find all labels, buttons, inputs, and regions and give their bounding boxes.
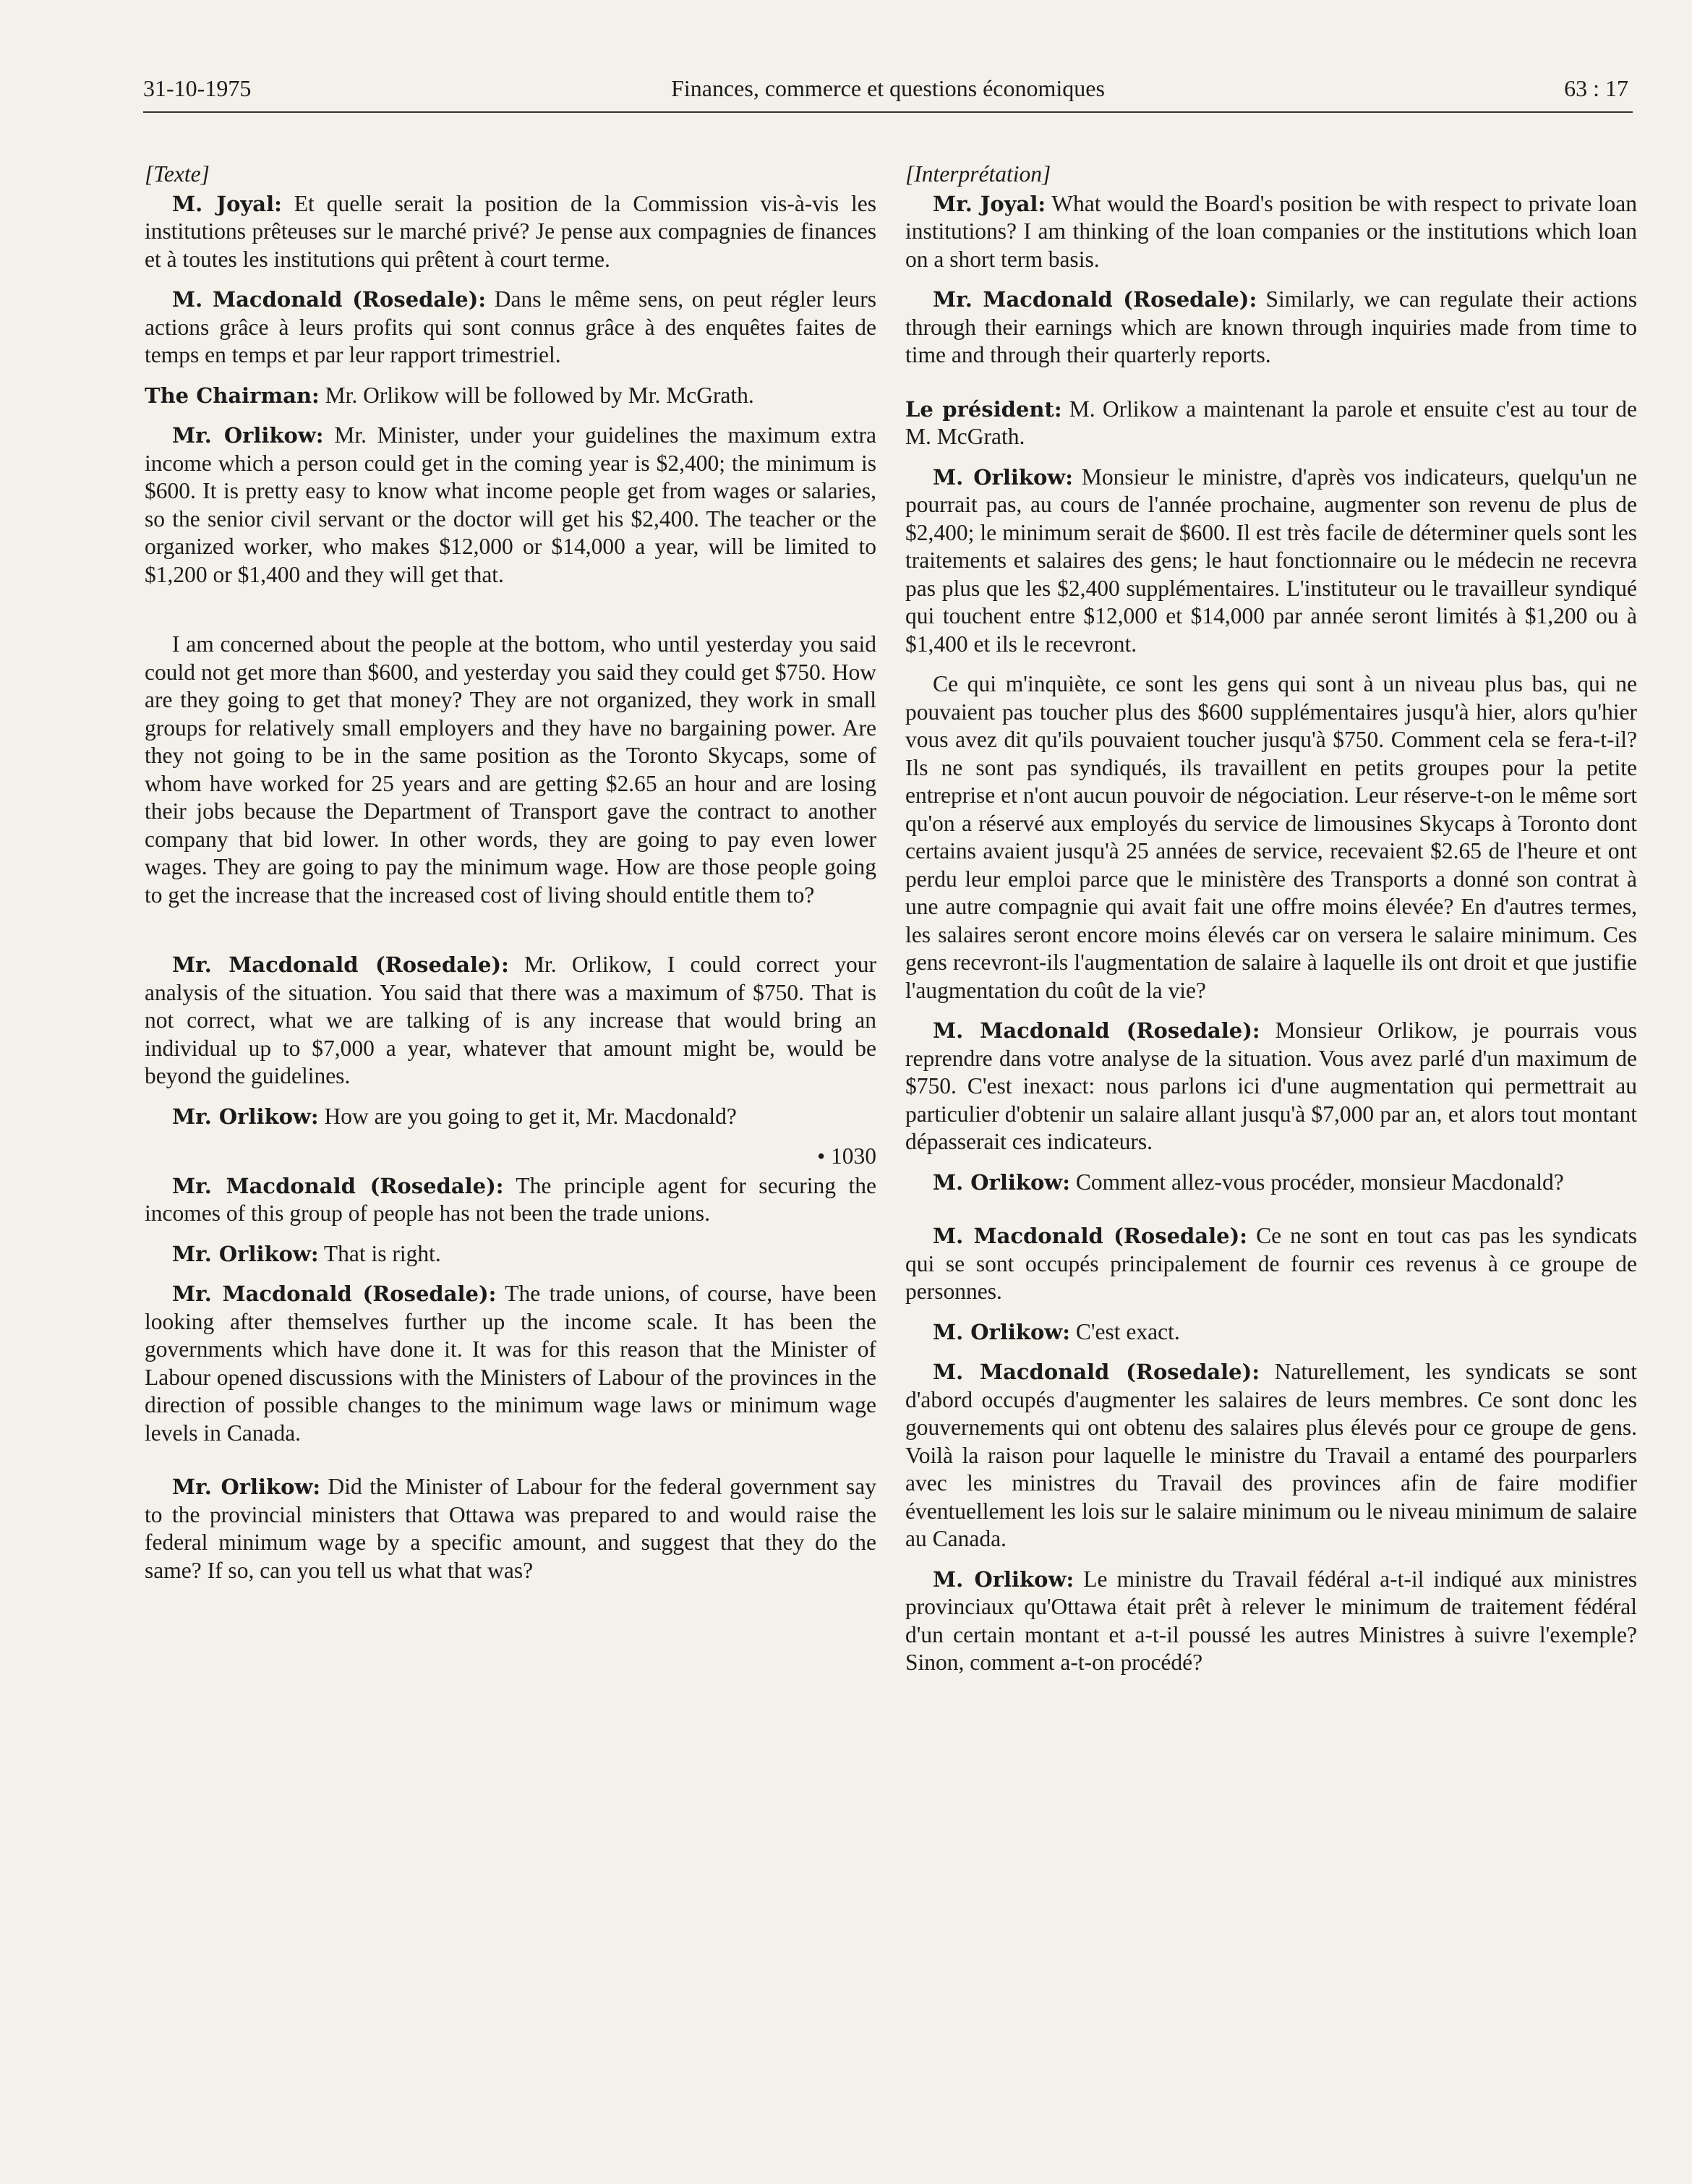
paragraph-text: Monsieur le ministre, d'après vos indicateurs, quelqu'un ne pourrait pas, au cours de l'année prochaine, augmenter son revenu de plus de $2,400; le minimum serait de $600. Il est très facile de déterminer quels sont les traitements et salaires des gens; le haut fonctionnaire ou le médecin ne recevra pas plus que les $2,400 supplémentaires. L'instituteur ou le travailleur syndiqué qui touchent entre $12,000 et $14,000 par année seront limités à $1,200 ou à $1,400 et ils le recevront. [905, 464, 1637, 657]
paragraph-text: C'est exact. [1069, 1318, 1180, 1344]
paragraph [145, 631, 876, 909]
speaker-name: Mr. Orlikow: [172, 1241, 319, 1266]
paragraph [905, 396, 1637, 451]
paragraph [145, 382, 876, 410]
paragraph [145, 286, 876, 370]
paragraph [905, 1017, 1637, 1156]
paragraph-text: The trade unions, of course, have been looking after themselves further up the income scale. It has been the governments which have done it. It was for this reason that the Minister of Labour opened discussions with the Ministers of Labour of the provinces in the direction of possible changes to the minimum wage laws or minimum wage levels in Canada. [145, 1281, 876, 1446]
speaker-name: M. Macdonald (Rosedale): [933, 1224, 1248, 1248]
speaker-name: The Chairman: [145, 383, 320, 408]
paragraph [145, 951, 876, 1091]
left-column [145, 161, 876, 1597]
paragraph [905, 1566, 1637, 1677]
paragraph-text: Ce ne sont en tout cas pas les syndicats qui se sont occupés principalement de fournir ces revenus à ce groupe de personnes. [905, 1223, 1637, 1304]
speaker-name: Mr. Orlikow: [172, 1475, 321, 1499]
paragraph-text: Ce qui m'inquiète, ce sont les gens qui sont à un niveau plus bas, qui ne pouvaient pas toucher plus des $600 supplémentaires jusqu'à hier, alors qu'hier vous avez dit qu'ils pouvaient toucher jusqu'à $750. Comment cela se fera-t-il? Ils ne sont pas syndiqués, ils travaillent en petits groupes pour la petite entreprise et n'ont aucun pouvoir de négociation. Leur réserve-t-on le même sort qu'on a réservé aux employés du service de limousines Skycaps à Toronto dont certains avaient jusqu'à 25 années de service, recevaient $2.65 de l'heure et ont perdu leur emploi parce que le ministère des Transports a donné son contrat à une autre compagnie qui avait fait une offre moins élevée? En d'autres termes, les salaires seront encore moins élevés car on versera le salaire minimum. Ces gens recevront-ils l'augmentation de salaire à laquelle ils ont droit et que justifie l'augmentation du coût de la vie? [905, 671, 1637, 1003]
paragraph-text: Dans le même sens, on peut régler leurs actions grâce à leurs profits qui sont connus grâce à des enquêtes faites de temps en temps et par leur rapport trimestriel. [145, 286, 877, 367]
paragraph-text: The principle agent for securing the incomes of this group of people has not been the trade unions. [145, 1172, 876, 1226]
paragraph-text: Monsieur Orlikow, je pourrais vous reprendre dans votre analyse de la situation. Vous avez parlé d'un maximum de $750. C'est inexact: nous parlons ici d'une augmentation qui permettrait au particulier d'obtenir un salaire allant jusqu'à $7,000 par an, et alors tout montant dépasserait ces indicateurs. [905, 1018, 1637, 1154]
header-page-number: 63 : 17 [1564, 75, 1628, 101]
speaker-name: M. Orlikow: [933, 1169, 1070, 1195]
paragraph [905, 1358, 1637, 1553]
paragraph-text: I am concerned about the people at the bottom, who until yesterday you said could not get more than $600, and yesterday you said they could get $750. How are they going to get that money? They are not organized, they work in small groups for relatively small employers and they have no bargaining power. Are they not going to be in the same position as the Toronto Skycaps, some of whom have worked for 25 years and are getting $2.65 an hour and are losing their jobs because the Department of Transport gave the contract to another company that bid lower. In other words, they are going to pay even lower wages. They are going to pay the minimum wage. How are those people going to get the increase that the increased cost of living should entitle them to? [145, 631, 876, 908]
speaker-name: M. Orlikow: [933, 1566, 1074, 1592]
paragraph [905, 464, 1637, 659]
paragraph [145, 190, 876, 274]
paragraph-text: M. Orlikow a maintenant la parole et ensuite c'est au tour de M. McGrath. [905, 396, 1637, 449]
page-header [143, 71, 1633, 113]
paragraph [905, 670, 1637, 1004]
speaker-name: Mr. Macdonald (Rosedale): [172, 1173, 504, 1198]
paragraph [905, 190, 1637, 274]
paragraph [145, 1280, 876, 1447]
paragraph [145, 1473, 876, 1584]
speaker-name: M. Macdonald (Rosedale): [933, 1018, 1260, 1043]
paragraph [145, 422, 876, 589]
paragraph-text: Mr. Minister, under your guidelines the maximum extra income which a person could get in the coming year is $2,400; the minimum is $600. It is pretty easy to know what income people get from wages or salaries, so the senior civil servant or the doctor will get his $2,400. The teacher or the organized worker, who makes $12,000 or $14,000 a year, will be limited to $1,200 or $1,400 and they will get that. [145, 422, 876, 587]
paragraph-text: How are you going to get it, Mr. Macdonald? [318, 1103, 737, 1129]
paragraph-text: Similarly, we can regulate their actions through their earnings which are known through inquiries made from time to time and through their quarterly reports. [905, 286, 1638, 367]
paragraph [905, 1318, 1637, 1347]
paragraph-text: Le ministre du Travail fédéral a-t-il indiqué aux ministres provinciaux qu'Ottawa était prêt à relever le minimum de traitement fédéral d'un certain montant et a-t-il poussé les autres Ministres à suivre l'exemple? Sinon, comment a-t-on procédé? [905, 1566, 1637, 1675]
paragraph-text: Et quelle serait la position de la Commission vis-à-vis les institutions prêteuses sur le marché privé? Je pense aux compagnies de finances et à toutes les institutions qui prêtent à court terme. [145, 190, 876, 272]
paragraph-text: Did the Minister of Labour for the federal government say to the provincial ministers that Ottawa was prepared to and would raise the federal minimum wage by a specific amount, and suggest that they do the same? If so, can you tell us what that was? [145, 1474, 876, 1583]
speaker-name: Mr. Macdonald (Rosedale): [933, 287, 1257, 312]
section-label: [Interprétation] [905, 161, 1051, 187]
paragraph-text: Mr. Orlikow, I could correct your analysis of the situation. You said that there was a maximum of $750. That is not correct, what we are talking of is any increase that would bring an individual up to $7,000 a year, whatever that amount might be, would be beyond the guidelines. [145, 952, 877, 1088]
right-column [905, 161, 1637, 1689]
paragraph [905, 1169, 1637, 1197]
speaker-name: Mr. Orlikow: [172, 1104, 319, 1129]
speaker-name: M. Joyal: [172, 191, 282, 216]
time-marker: • 1030 [817, 1143, 876, 1169]
section-label: [Texte] [145, 161, 210, 187]
paragraph-text: Comment allez-vous procéder, monsieur Macdonald? [1069, 1169, 1564, 1195]
paragraph-text: Mr. Orlikow will be followed by Mr. McGrath. [319, 382, 754, 408]
paragraph [145, 1103, 876, 1131]
header-title: Finances, commerce et questions économiques [671, 75, 1105, 101]
paragraph-text: That is right. [318, 1240, 441, 1266]
speaker-name: Mr. Macdonald (Rosedale): [172, 952, 509, 977]
speaker-name: M. Orlikow: [933, 1319, 1070, 1344]
paragraph-text: What would the Board's position be with respect to private loan institutions? I am thinking of the loan companies or the institutions which loan on a short term basis. [905, 190, 1637, 272]
paragraph [145, 1172, 876, 1228]
speaker-name: M. Orlikow: [933, 464, 1073, 490]
paragraph [905, 1222, 1637, 1306]
speaker-name: Le président: [905, 396, 1062, 422]
speaker-name: Mr. Joyal: [933, 191, 1046, 216]
speaker-name: Mr. Orlikow: [172, 423, 324, 448]
speaker-name: M. Macdonald (Rosedale): [933, 1360, 1260, 1384]
paragraph [905, 286, 1637, 370]
header-date: 31-10-1975 [143, 75, 252, 101]
paragraph-text: Naturellement, les syndicats se sont d'abord occupés d'augmenter les salaires de leurs membres. Ce sont donc les gouvernements qui ont obtenu des salaires plus élevés pour ce groupe de gens. Voilà la raison pour laquelle le ministre du Travail a entamé des pourparlers avec les ministres du Travail des provinces afin de faire modifier éventuellement les lois sur le salaire minimum ou le niveau minimum de salaire au Canada. [905, 1359, 1637, 1551]
paragraph [145, 1240, 876, 1268]
speaker-name: M. Macdonald (Rosedale): [172, 287, 487, 312]
speaker-name: Mr. Macdonald (Rosedale): [172, 1281, 497, 1306]
